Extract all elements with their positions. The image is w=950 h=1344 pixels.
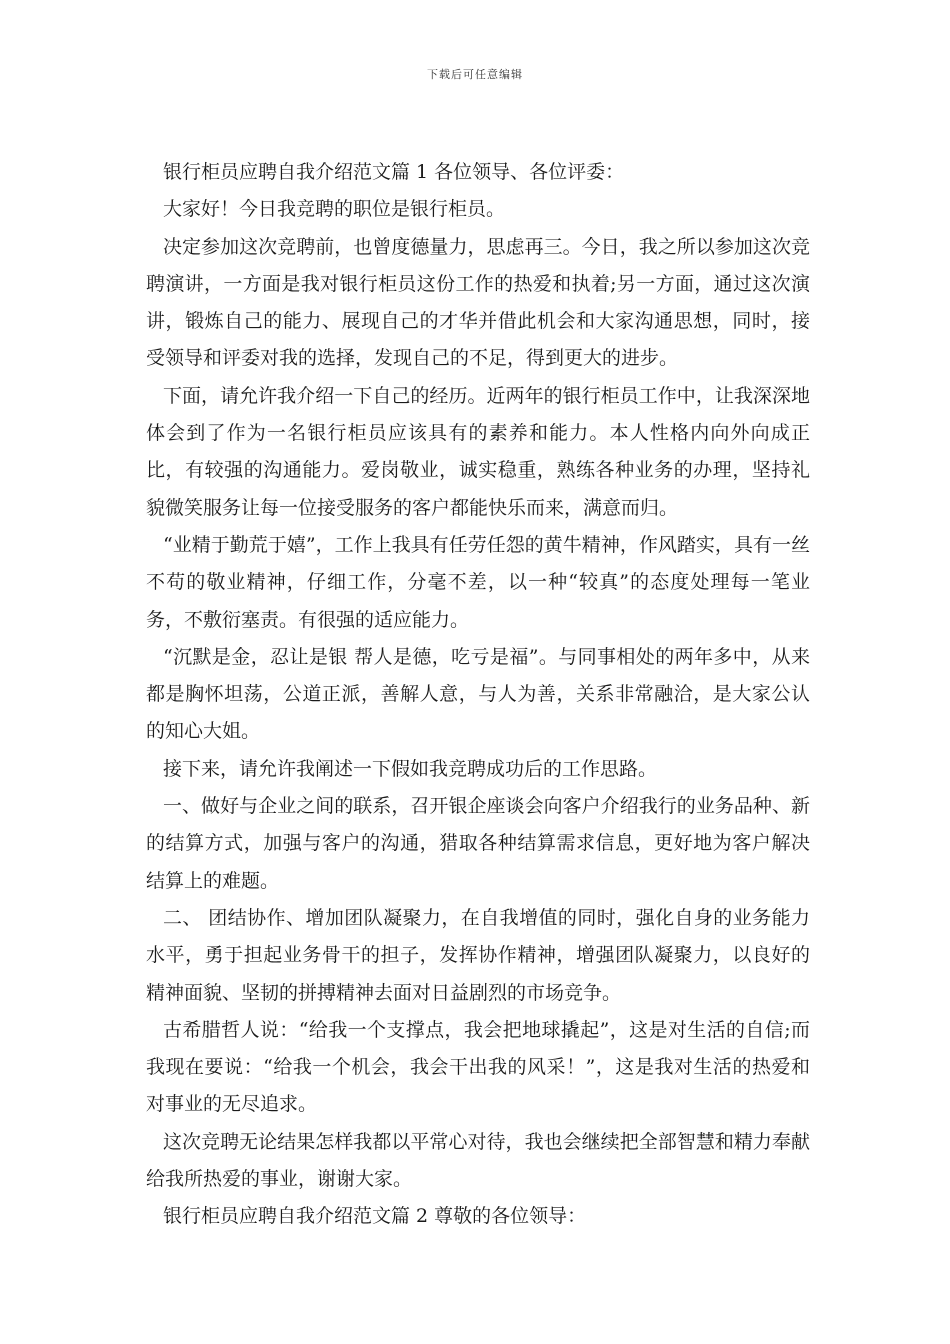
paragraph: 古希腊哲人说：“给我一个支撑点，我会把地球撬起”，这是对生活的自信;而我现在要说：“给我一个机会，我会干出我的风采！”，这是我对生活的热爱和对事业的无尽追求。 [146, 1018, 810, 1116]
paragraph-greeting: 大家好！今日我竞聘的职位是银行柜员。 [163, 198, 506, 221]
paragraph-title-2: 银行柜员应聘自我介绍范文篇 2 尊敬的各位领导： [163, 1205, 587, 1228]
document-body [146, 154, 810, 1236]
paragraph-title-1: 银行柜员应聘自我介绍范文篇 1 各位领导、各位评委： [163, 161, 625, 183]
paragraph: “沉默是金，忍让是银 帮人是德，吃亏是福”。与同事相处的两年多中，从来都是胸怀坦荡，公道正派，善解人意，与人为善，关系非常融洽，是大家公认的知心大姐。 [146, 645, 810, 743]
paragraph: 下面，请允许我介绍一下自己的经历。近两年的银行柜员工作中，让我深深地体会到了作为一名银行柜员应该具有的素养和能力。本人性格内向外向成正比，有较强的沟通能力。爱岗敬业，诚实稳重，熟练各种业务的办理，坚持礼貌微笑服务让每一位接受服务的客户都能快乐而来，满意而归。 [146, 384, 810, 519]
paragraph: 接下来，请允许我阐述一下假如我竞聘成功后的工作思路。 [163, 757, 658, 780]
page-header: 下载后可任意编辑 [427, 68, 523, 81]
paragraph: “业精于勤荒于嬉”，工作上我具有任劳任怨的黄牛精神，作风踏实，具有一丝不苟的敬业精神，仔细工作，分毫不差，以一种“较真”的态度处理每一笔业务，不敷衍塞责。有很强的适应能力。 [146, 533, 810, 631]
paragraph: 这次竞聘无论结果怎样我都以平常心对待，我也会继续把全部智慧和精力奉献给我所热爱的事业，谢谢大家。 [146, 1130, 810, 1191]
paragraph: 决定参加这次竞聘前，也曾度德量力，思虑再三。今日，我之所以参加这次竞聘演讲，一方面是我对银行柜员这份工作的热爱和执着;另一方面，通过这次演讲，锻炼自己的能力、展现自己的才华并借此机会和大家沟通思想，同时，接受领导和评委对我的选择，发现自己的不足，得到更大的进步。 [146, 235, 810, 370]
paragraph-point-1: 一、做好与企业之间的联系，召开银企座谈会向客户介绍我行的业务品种、新的结算方式，加强与客户的沟通，猎取各种结算需求信息，更好地为客户解决结算上的难题。 [146, 795, 810, 892]
paragraph-point-2: 二、 团结协作、增加团队凝聚力，在自我增值的同时，强化自身的业务能力水平，勇于担起业务骨干的担子，发挥协作精神，增强团队凝聚力，以良好的精神面貌、坚韧的拼搏精神去面对日益剧烈的市场竞争。 [146, 906, 810, 1004]
